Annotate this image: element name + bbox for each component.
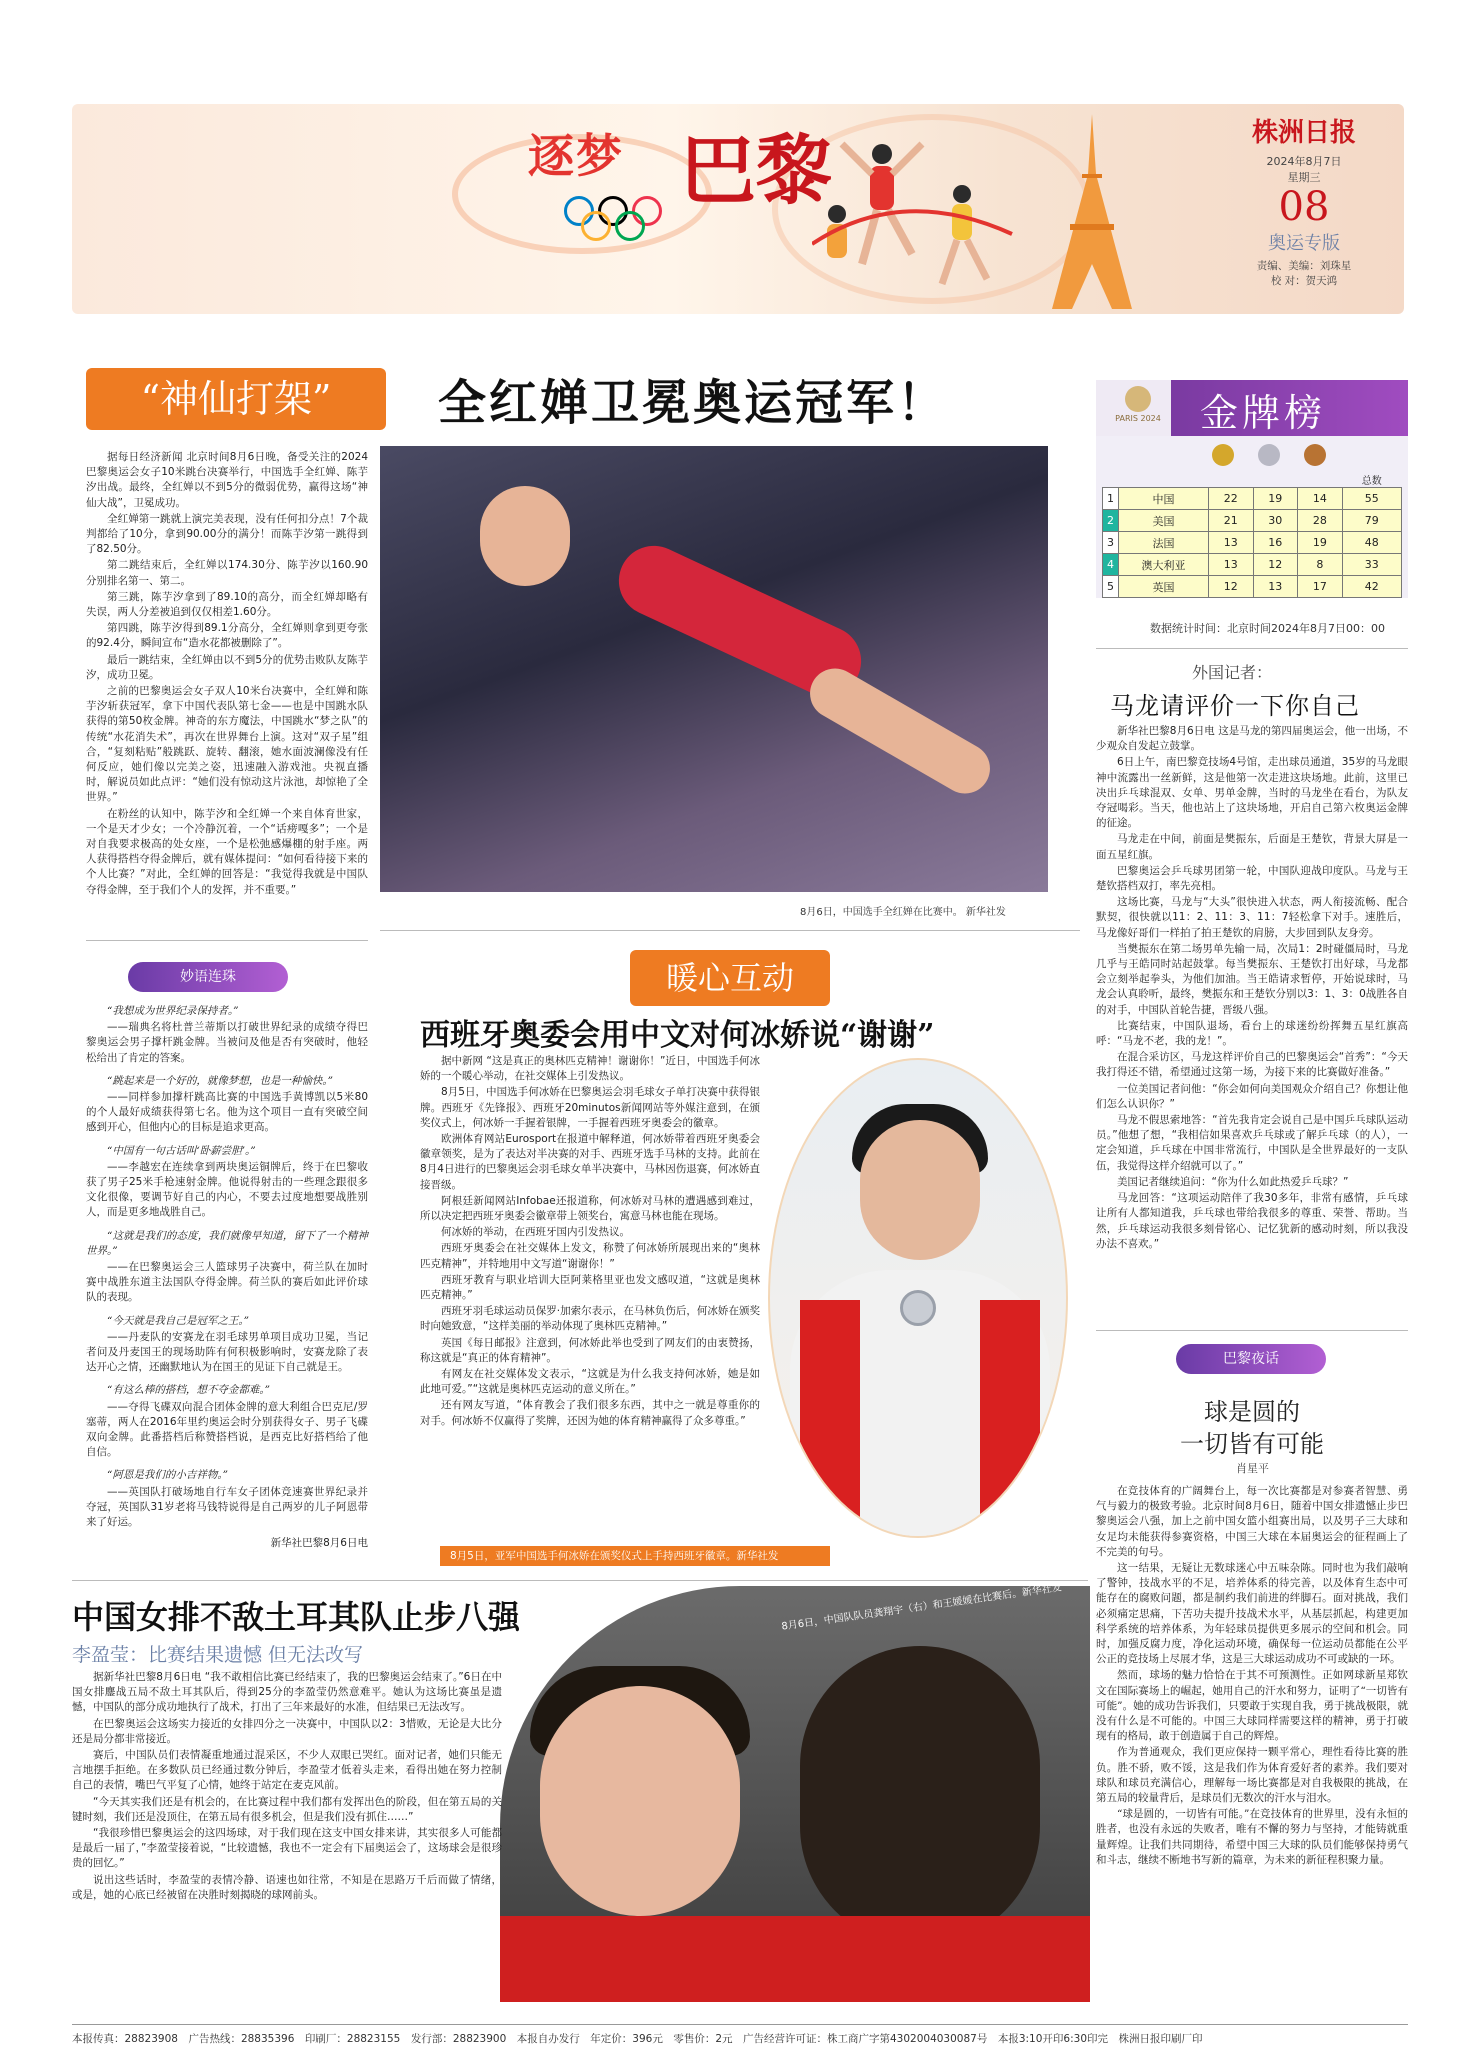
total-cell: 42 — [1342, 576, 1401, 598]
gold-medal-icon — [1212, 444, 1234, 466]
paragraph: 欧洲体育网站Eurosport在报道中解释道，何冰娇带着西班牙奥委会徽章领奖，是为了表达对半决赛的对手、西班牙选手马林的支持。此前在8月4日进行的巴黎奥运会羽毛球女单半决赛中，马林因伤退赛，何冰娇直接晋级。 — [420, 1133, 760, 1191]
column-headline-line1: 球是圆的 — [1204, 1398, 1300, 1426]
paragraph: 在巴黎奥运会这场实力接近的女排四分之一决赛中，中国队以2：3惜败，无论是大比分还是局分都非常接近。 — [72, 1717, 502, 1745]
quote-context: ——在巴黎奥运会三人篮球男子决赛中，荷兰队在加时赛中战胜东道主法国队夺得金牌。荷兰队的赛后如此评价球队的表现。 — [86, 1261, 368, 1304]
column-tag: 巴黎夜话 — [1176, 1344, 1326, 1374]
paragraph: “我很珍惜巴黎奥运会的这四场球，对于我们现在这支中国女排来讲，其实很多人可能都是最后一届了，”李盈莹接着说，“比较遗憾，我也不一定会有下届奥运会了，这场球会是很珍贵的回忆。” — [72, 1827, 502, 1870]
bronze-cell: 28 — [1298, 510, 1343, 532]
medal-row — [1103, 532, 1402, 554]
paragraph: 在竞技体育的广阔舞台上，每一次比赛都是对参赛者智慧、勇气与毅力的极致考验。北京时间8月6日，随着中国女排遗憾止步巴黎奥运会八强，加上之前中国女篮小组赛出局，以及男子三大球和女足均未能获得参赛资格，中国三大球在本届奥运会的征程画上了不完美的句号。 — [1096, 1485, 1408, 1558]
quote-context: ——瑞典名将杜普兰蒂斯以打破世界纪录的成绩夺得巴黎奥运会男子撑杆跳金牌。当被问及他是否有突破时，他轻松给出了肯定的答案。 — [86, 1021, 368, 1064]
paragraph: 第四跳，陈芋汐得到89.1分高分，全红婵则拿到更夸张的92.4分，瞬间宣布“造水花都被删除了”。 — [86, 622, 368, 650]
banner-logo-paris: 巴黎 — [680, 126, 832, 215]
silver-cell: 19 — [1253, 488, 1298, 510]
olympic-rings-icon — [564, 196, 704, 246]
bronze-medal-icon — [1304, 444, 1326, 466]
country-cell: 法国 — [1119, 532, 1209, 554]
bronze-cell: 19 — [1298, 532, 1343, 554]
credit-line: 校 对：贺天鸿 — [1270, 275, 1338, 287]
quote-context: ——夺得飞碟双向混合团体金牌的意大利组合巴克尼/罗塞蒂，两人在2016年里约奥运会时分别获得女子、男子飞碟双向金牌。此番搭档后称赞搭档说，是西克比好搭档给了他自信。 — [86, 1400, 368, 1459]
paragraph: 比赛结束，中国队退场，看台上的球迷纷纷挥舞五星红旗高呼：“马龙不老，我的龙！”。 — [1096, 1019, 1408, 1048]
paragraph: 一位美国记者问他：“你会如何向美国观众介绍自己？你想让他们怎么认识你？” — [1096, 1082, 1408, 1110]
paragraph: 6日上午，南巴黎竞技场4号馆，走出球员通道，35岁的马龙眼神中流露出一丝新鲜，这是他第一次走进这块场地。此前，这里已决出乒乓球混双、女单、男单金牌，当时的马龙坐在看台，为队友夺冠喝彩。当天，他也站上了这块场地，开启自己第六枚奥运金牌的征途。 — [1096, 756, 1408, 830]
gold-cell: 21 — [1209, 510, 1254, 532]
bronze-cell: 14 — [1298, 488, 1343, 510]
silver-cell: 12 — [1253, 554, 1298, 576]
column-body — [1096, 1484, 1408, 1869]
foreign-headline: 马龙请评价一下你自己 — [1110, 692, 1360, 720]
masthead — [1234, 112, 1374, 289]
paragraph: 这一结果，无疑让无数球迷心中五味杂陈。同时也为我们敲响了警钟，技战水平的不足，培养体系的待完善，以及体育生态中可能存在的腐败问题，都是制约我们前进的绊脚石。面对挑战，我们必须痛定思痛，下苦功夫提升技战术水平，从基层抓起，构建更加科学系统的培养体系，为年轻球员提供更多展示的空间和机会。同时，加强反腐力度，净化运动环境，确保每一位运动员都能在公平公正的竞技场上尽展才华，这是三大球运动成功不可或缺的一环。 — [1096, 1562, 1408, 1666]
issue-date: 2024年8月7日 — [1266, 155, 1342, 168]
medal-row — [1103, 488, 1402, 510]
paragraph: 在粉丝的认知中，陈芋汐和全红婵一个来自体育世家，一个是天才少女；一个冷静沉着，一个“话痨嘎多”；一个是对自我要求极高的处女座，一个是松弛感爆棚的射手座。两人获得搭档夺得金牌后，就有媒体提问：“如何看待接下来的个人比赛？”对此，全红婵的回答是：“我觉得我就是中国队夺得金牌，至于我们个人的发挥，并不重要。” — [86, 807, 368, 896]
quote-context: ——李越宏在连续拿到两块奥运铜牌后，终于在巴黎收获了男子25米手枪速射金牌。他说得射击的一些理念跟很多文化很像，要调节好自己的内心，不要去过度地想要战胜别人，而是更多地战胜自己。 — [86, 1160, 368, 1219]
paragraph: 8月5日，中国选手何冰娇在巴黎奥运会羽毛球女子单打决赛中获得银牌。西班牙《先锋报》、西班牙20minutos新闻网站等外媒注意到，在颁奖仪式上，何冰娇一手握着银牌，一手握着西班牙奥委会的徽章。 — [420, 1086, 760, 1129]
paragraph: 第二跳结束后，全红婵以174.30分、陈芋汐以160.90分别排名第一、第二。 — [86, 559, 368, 587]
total-cell: 33 — [1342, 554, 1401, 576]
paragraph: 作为普通观众，我们更应保持一颗平常心，理性看待比赛的胜负。胜不骄，败不馁，这是我们作为体育爱好者的素养。我们要对球队和球员充满信心，理解每一场比赛都是对自我极限的挑战，在第五局的较量背后，是球员们无数次的汗水与泪水。 — [1096, 1746, 1408, 1805]
rank-cell: 5 — [1103, 576, 1119, 598]
medal-table-title: 金牌榜 — [1200, 391, 1327, 435]
quote: “阿恩是我们的小吉祥物。” — [107, 1469, 228, 1482]
issue-weekday: 星期三 — [1287, 171, 1321, 184]
paragraph: 美国记者继续追问：“你为什么如此热爱乒乓球？” — [1117, 1175, 1349, 1188]
credits — [1234, 259, 1374, 289]
column-headline-line2: 一切皆有可能 — [1180, 1430, 1324, 1458]
gold-cell: 12 — [1209, 576, 1254, 598]
middle-tag: 暖心互动 — [630, 950, 830, 1006]
lead-body — [86, 450, 368, 899]
rank-cell: 3 — [1103, 532, 1119, 554]
rank-cell: 1 — [1103, 488, 1119, 510]
edition-name: 奥运专版 — [1268, 233, 1340, 254]
country-cell: 英国 — [1119, 576, 1209, 598]
paper-name: 株洲日报 — [1251, 118, 1356, 148]
quote-context: ——同样参加撑杆跳高比赛的中国选手黄博凯以5米80的个人最好成绩获得第七名。他为这个项目一直有突破空间感到开心，但他内心的目标是追求更高。 — [86, 1091, 368, 1134]
silver-medal-icon — [1258, 444, 1280, 466]
paragraph: 全红婵第一跳就上演完美表现，没有任何扣分点！7个裁判都给了10分，拿到90.00分的满分！而陈芋汐第一跳得到了82.50分。 — [86, 512, 368, 556]
footer-info: 本报传真：28823908 广告热线：28835396 印刷厂：28823155 发行部：28823900 本报自办发行 年定价：396元 零售价：2元 广告经营许可证：株工商广字第4302004030087号 本报3:10开印6:30印完 株洲日报印刷厂印 — [72, 2024, 1408, 2046]
paragraph: 西班牙羽毛球运动员保罗·加索尔表示，在马林负伤后，何冰娇在颁奖时向她致意，“这样美丽的举动体现了奥林匹克精神。” — [420, 1305, 760, 1333]
foreign-kicker: 外国记者： — [1192, 663, 1273, 682]
gold-cell: 13 — [1209, 532, 1254, 554]
paragraph: 说出这些话时，李盈莹的表情冷静、语速也如往常，不知是在思路万千后而做了情绪，或是，她的心底已经被留在决胜时刻揭晓的球网前头。 — [72, 1873, 502, 1901]
medal-table-note: 数据统计时间：北京时间2024年8月7日00：00 — [1150, 622, 1385, 635]
country-cell: 中国 — [1119, 488, 1209, 510]
volleyball-body — [72, 1670, 502, 1904]
paragraph: 有网友在社交媒体发文表示，“这就是为什么我支持何冰娇，她是如此地可爱。”“这就是奥林匹克运动的意义所在。” — [420, 1368, 760, 1396]
quote-context: ——丹麦队的安赛龙在羽毛球男单项目成功卫冕，当记者问及丹麦国王的现场助阵有何积极影响时，安赛龙除了表达开心之情，还幽默地认为在国王的见证下自己就是王。 — [86, 1330, 368, 1374]
middle-headline: 西班牙奥委会用中文对何冰娇说“谢谢” — [420, 1018, 935, 1053]
paragraph: 据新华社巴黎8月6日电 “我不敢相信比赛已经结束了，我的巴黎奥运会结束了。”6日在中国女排鏖战五局不敌土耳其队后，得到25分的李盈莹仍然意难平。她认为这场比赛虽是遗憾，中国队的部分成功地执行了战术，打出了三年来最好的水准，但结果已无法改写。 — [72, 1671, 502, 1714]
quote-credit: 新华社巴黎8月6日电 — [270, 1537, 368, 1550]
middle-body — [420, 1054, 760, 1430]
paragraph: “今天其实我们还是有机会的，在比赛过程中我们都有发挥出色的阶段，但在第五局的关键时刻，我们还是没顶住，在第五局有很多机会，但是我们没有抓住……” — [72, 1795, 502, 1823]
paragraph: 这场比赛，马龙与“大头”很快进入状态，两人衔接流畅、配合默契，很快就以11：2、11：3、11：7轻松拿下对手。速胜后，马龙像好哥们一样拍了拍王楚钦的肩膀，大步回到队友身旁。 — [1096, 896, 1408, 939]
eiffel-tower-icon — [1032, 114, 1152, 309]
country-cell: 美国 — [1119, 510, 1209, 532]
middle-photo-caption: 8月5日，亚军中国选手何冰娇在颁奖仪式上手持西班牙徽章。新华社发 — [440, 1546, 830, 1566]
silver-cell: 30 — [1253, 510, 1298, 532]
silver-cell: 16 — [1253, 532, 1298, 554]
paragraph: 据每日经济新闻 北京时间8月6日晚，备受关注的2024巴黎奥运会女子10米跳台决赛举行，中国选手全红婵、陈芋汐出战。最终，全红婵以不到5分的微弱优势，赢得这场“神仙大战”，卫冕成功。 — [86, 451, 368, 509]
paragraph: 据中新网 “这是真正的奥林匹克精神！谢谢你！”近日，中国选手何冰娇的一个暖心举动，在社交媒体上引发热议。 — [420, 1055, 760, 1083]
medal-row — [1103, 576, 1402, 598]
paris-logo-text: PARIS 2024 — [1115, 414, 1161, 423]
gold-cell: 22 — [1209, 488, 1254, 510]
bronze-cell: 17 — [1298, 576, 1343, 598]
quote: “中国有一句古话叫‘卧薪尝胆’。” — [107, 1144, 256, 1157]
column-author: 肖星平 — [1236, 1462, 1269, 1475]
paragraph: 西班牙奥委会在社交媒体上发文，称赞了何冰娇所展现出来的“奥林匹克精神”，并特地用中文写道“谢谢你！” — [420, 1242, 760, 1270]
quote: “我想成为世界纪录保持者。” — [107, 1005, 239, 1017]
lead-headline: 全红婵卫冕奥运冠军！ — [438, 375, 949, 431]
paragraph: 新华社巴黎8月6日电 这是马龙的第四届奥运会，他一出场，不少观众自发起立鼓掌。 — [1096, 725, 1408, 753]
quote-context: ——英国队打破场地自行车女子团体竞速赛世界纪录并夺冠，英国队31岁老将马钱特说得是自己两岁的儿子阿恩带来了好运。 — [86, 1485, 368, 1529]
paragraph: 西班牙教育与职业培训大臣阿莱格里亚也发文感叹道，“这就是奥林匹克精神。” — [420, 1273, 760, 1302]
paragraph: 然而，球场的魅力恰恰在于其不可预测性。正如网球新星郑钦文在国际赛场上的崛起，她用自己的汗水和努力，证明了“一切皆有可能”。她的成功告诉我们，只要敢于实现自我，勇于挑战极限，就没有什么是不可能的。中国三大球同样需要这样的精神，勇于打破现有的格局，敢于创造属于自己的辉煌。 — [1096, 1669, 1408, 1743]
paragraph: 马龙走在中间，前面是樊振东，后面是王楚钦，背景大屏是一面五星红旗。 — [1096, 833, 1408, 861]
paragraph: 阿根廷新闻网站Infobae还报道称，何冰娇对马林的遭遇感到难过，所以决定把西班牙奥委会徽章带上领奖台，寓意马林也能在现场。 — [420, 1194, 760, 1223]
country-cell: 澳大利亚 — [1119, 554, 1209, 576]
paris-2024-logo — [1108, 386, 1168, 430]
quote: “今天就是我自己是冠军之王。” — [107, 1314, 249, 1327]
paragraph: 当樊振东在第二场男单先输一局，次局1：2时碰僵局时，马龙几乎与王皓同时站起鼓掌。每当樊振东、王楚钦打出好球，马龙都会立刻举起拳头，为他们加油。当王皓请求暂停，开始说球时，马龙会认真聆听，最终，樊振东和王楚钦分别以3：1、3：0战胜各自的对手，中国队首轮告捷，晋级八强。 — [1096, 942, 1408, 1016]
quotes-body — [86, 1004, 368, 1553]
rank-cell: 2 — [1103, 510, 1119, 532]
quote: “这就是我们的态度，我们就像早知道，留下了一个精神世界。” — [86, 1229, 368, 1257]
paragraph: 何冰娇的举动，在西班牙国内引发热议。 — [441, 1226, 630, 1239]
lead-photo-caption: 8月6日，中国选手全红婵在比赛中。 新华社发 — [800, 907, 1006, 918]
badminton-player-photo — [768, 1058, 1068, 1538]
rank-cell: 4 — [1103, 554, 1119, 576]
paragraph: 马龙回答：“这项运动陪伴了我30多年，非常有感情，乒乓球让所有人都知道我，乒乓球也带给我很多的尊重、荣誉、帮助。当然，乒乓球运动我很多刻骨铭心、记忆犹新的感动时刻，所以我没办法不喜欢。” — [1096, 1192, 1408, 1250]
medal-row — [1103, 510, 1402, 532]
quote: “有这么棒的搭档，想不夺金都难。” — [107, 1384, 270, 1397]
total-header: 总数 — [1361, 476, 1382, 487]
paragraph: 还有网友写道，“体育教会了我们很多东西，其中之一就是尊重你的对手。何冰娇不仅赢得了奖牌，还因为她的体育精神赢得了众多尊重。” — [420, 1399, 760, 1427]
lead-tag: “神仙打架” — [86, 368, 386, 430]
paragraph: 赛后，中国队员们表情凝重地通过混采区，不少人双眼已哭红。面对记者，她们只能无言地摆手拒绝。在多数队员已经通过数分钟后，李盈莹才低着头走来，看得出她在努力控制自己的表情，嘴巴气平复了心情，她终于站定在麦克风前。 — [72, 1749, 502, 1792]
quotes-tag: 妙语连珠 — [128, 962, 288, 992]
paragraph: “球是圆的，一切皆有可能。”在竞技体育的世界里，没有永恒的胜者，也没有永远的失败者，唯有不懈的努力与坚持，才能铸就重量辉煌。让我们共同期待，希望中国三大球的队员们能够保持勇气和斗志，继续不断地书写新的篇章，为未来的新征程积聚力量。 — [1096, 1808, 1408, 1866]
paragraph: 第三跳，陈芋汐拿到了89.10的高分，而全红婵却略有失误，两人分差被追到仅仅相差1.60分。 — [86, 590, 368, 619]
medal-table — [1102, 472, 1402, 598]
medal-row — [1103, 554, 1402, 576]
paragraph: 之前的巴黎奥运会女子双人10米台决赛中，全红婵和陈芋汐斩获冠军，拿下中国代表队第七金——也是中国跳水队获得的第50枚金牌。神奇的东方魔法，中国跳水“梦之队”的传统“水花消失术”，再次在世界舞台上演。这对“双子星”组合，“复刻粘贴”般跳跃、旋转、翻滚，她水面波澜像没有任何反应，她们像以完美之姿，迅速融入游戏池。央视直播时，解说员如此点评：“她们没有惊动这片泳池，却惊艳了全世界。” — [86, 685, 368, 804]
paragraph: 最后一跳结束，全红婵由以不到5分的优势击败队友陈芋汐，成功卫冕。 — [86, 653, 368, 681]
paragraph: 英国《每日邮报》注意到，何冰娇此举也受到了网友们的由衷赞扬，称这就是“真正的体育精神”。 — [420, 1336, 760, 1364]
total-cell: 55 — [1342, 488, 1401, 510]
paragraph: 巴黎奥运会乒乓球男团第一轮，中国队迎战印度队。马龙与王楚钦搭档双打，率先亮相。 — [1096, 864, 1408, 893]
bronze-cell: 8 — [1298, 554, 1343, 576]
paragraph: 马龙不假思索地答：“首先我肯定会说自己是中国乒乓球队运动员。”他想了想，“我相信如果喜欢乒乓球或了解乒乓球（的人），一定会知道，乒乓球在中国非常流行，中国队是全世界最好的一支队伍，我觉得这样介绍就可以了。” — [1096, 1114, 1408, 1172]
volleyball-headline: 中国女排不敌土耳其队止步八强 — [72, 1598, 521, 1636]
paragraph: 在混合采访区，马龙这样评价自己的巴黎奥运会“首秀”：“今天我打得还不错，希望通过这第一场，为接下来的比赛做好准备。” — [1096, 1051, 1408, 1079]
banner-logo-text: 逐梦 — [528, 129, 624, 183]
total-cell: 48 — [1342, 532, 1401, 554]
volleyball-players-photo — [500, 1586, 1090, 2002]
quote: “跳起来是一个好的，就像梦想，也是一种愉快。” — [107, 1074, 333, 1087]
credit-line: 责编、美编：刘珠星 — [1256, 260, 1352, 272]
athletes-illustration — [812, 124, 1032, 309]
volleyball-photo-caption: 8月6日，中国队队员龚翔宇（右）和王媛媛在比赛后。新华社发 — [780, 1582, 1063, 1633]
gold-cell: 13 — [1209, 554, 1254, 576]
foreign-body — [1096, 724, 1408, 1253]
diving-photo — [380, 446, 1048, 892]
total-cell: 79 — [1342, 510, 1401, 532]
page-number: 08 — [1278, 184, 1330, 230]
volleyball-subheadline: 李盈莹：比赛结果遗憾 但无法改写 — [72, 1644, 364, 1666]
silver-cell: 13 — [1253, 576, 1298, 598]
